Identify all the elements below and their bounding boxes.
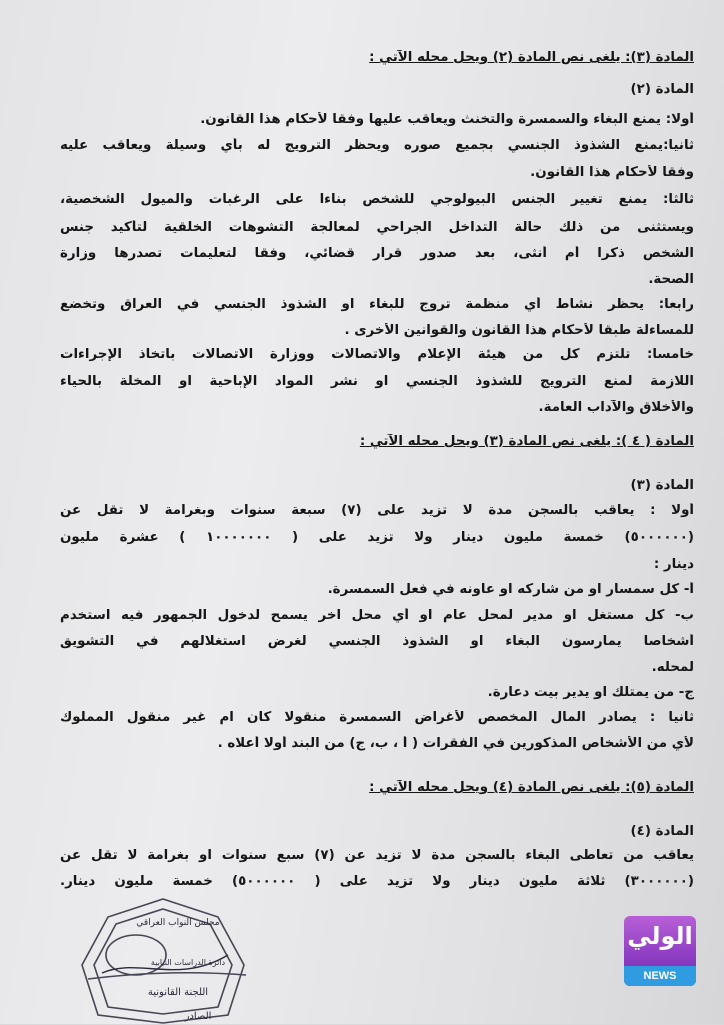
text-line: المادة (٢) bbox=[630, 82, 694, 97]
text-line: ويستثنى من ذلك حالة التداخل الجراحي لمعالجة التشوهات الخلقية لتأكيد جنس bbox=[60, 220, 694, 235]
text-line: أ- كل سمسار او من شاركه او عاونه في فعل السمسرة. bbox=[327, 582, 694, 597]
text-line: المادة (٤) bbox=[630, 824, 694, 839]
text-line: يعاقب من تعاطى البغاء بالسجن مدة لا تزيد عن (٧) سبع سنوات او بغرامة لا تقل عن bbox=[60, 848, 694, 863]
article-heading: المادة (٣): يلغى نص المادة (٢) ويحل محله الآتي : bbox=[369, 50, 694, 65]
text-line: ب- كل مستغل او مدير لمحل عام او أي محل آخر يسمح لدخول الجمهور فيه استخدم bbox=[60, 608, 694, 623]
text-line: دينار : bbox=[653, 557, 694, 572]
text-line: أشخاصا يمارسون البغاء او الشذوذ الجنسي لغرض استغلالهم في التشويق bbox=[60, 634, 694, 649]
stamp-text-top: مجلس النواب العراقي bbox=[136, 918, 220, 928]
stamp-text-mid: دائرة الدراسات النيابية bbox=[150, 958, 226, 967]
article-heading: المادة (٥): يلغى نص المادة (٤) ويحل محله الآتي : bbox=[369, 780, 694, 795]
text-line: ج- من يمتلك او يدير بيت دعارة. bbox=[487, 685, 694, 700]
text-line: لمحله. bbox=[651, 660, 694, 675]
text-line: لأي من الأشخاص المذكورين في الفقرات ( أ ، ب، ج) من البند أولا أعلاه . bbox=[217, 736, 694, 751]
stamp-text-foot: الصادر bbox=[184, 1011, 212, 1022]
text-line: الصحة. bbox=[648, 272, 694, 287]
official-stamp bbox=[78, 895, 248, 1025]
text-line: ثانيا : يصادر المال المخصص لأغراض السمسرة منقولا كان ام غير منقول المملوك bbox=[60, 710, 694, 725]
text-line: اللازمة لمنع الترويج للشذوذ الجنسي او نشر المواد الإباحية او المخلة بالحياء bbox=[60, 374, 694, 389]
text-line: المادة (٣) bbox=[630, 478, 694, 493]
stamp-text-bottom: اللجنة القانونية bbox=[147, 987, 209, 998]
text-line: (٣٠٠٠٠٠٠) ثلاثة مليون دينار ولا تزيد على ( ٥٠٠٠٠٠٠) خمسة مليون دينار. bbox=[60, 874, 694, 889]
text-line: ثالثا: يمنع تغيير الجنس البيولوجي للشخص بناءا على الرغبات والميول الشخصية، bbox=[60, 192, 694, 207]
text-line: أولا: يمنع البغاء والسمسرة والتخنث ويعاقب عليها وفقا لأحكام هذا القانون. bbox=[200, 112, 694, 127]
text-line: رابعا: يحظر نشاط أي منظمة تروج للبغاء او الشذوذ الجنسي في العراق وتخضع bbox=[60, 297, 694, 312]
text-line: أولا : يعاقب بالسجن مدة لا تزيد على (٧) سبعة سنوات وبغرامة لا تقل عن bbox=[60, 503, 694, 518]
text-line: ثانيا:يمنع الشذوذ الجنسي بجميع صوره ويحظر الترويج له بأي وسيلة ويعاقب عليه bbox=[60, 138, 694, 153]
alawla-news-logo bbox=[624, 916, 696, 986]
logo-arabic-text: الولي bbox=[627, 922, 693, 950]
text-line: الشخص ذكرا أم أنثى، بعد صدور قرار قضائي، وفقا لتعليمات تصدرها وزارة bbox=[60, 246, 694, 261]
text-line: خامسا: تلتزم كل من هيئة الإعلام والاتصالات ووزارة الاتصالات باتخاذ الإجراءات bbox=[60, 347, 694, 362]
article-heading: المادة ( ٤ ): يلغى نص المادة (٣) ويحل محله الآتي : bbox=[359, 434, 694, 449]
logo-news-band: NEWS bbox=[624, 966, 696, 986]
text-line: للمساءلة طبقا لأحكام هذا القانون والقوانين الأخرى . bbox=[344, 323, 694, 338]
text-line: والأخلاق والآداب العامة. bbox=[538, 400, 694, 415]
text-line: وفقا لأحكام هذا القانون. bbox=[530, 165, 694, 180]
text-line: (٥٠٠٠٠٠٠) خمسة مليون دينار ولا تزيد على ( ١٠٠٠٠٠٠٠ ) عشرة مليون bbox=[60, 530, 694, 545]
